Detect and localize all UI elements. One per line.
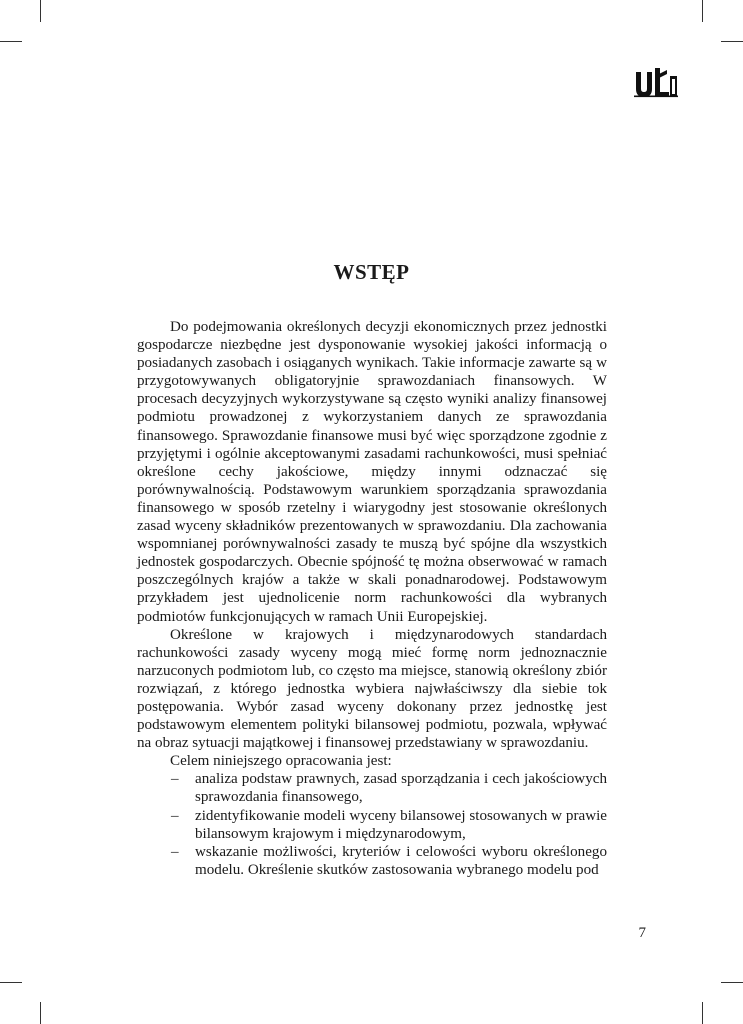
paragraph: Określone w krajowych i międzynarodowych standardach rachunkowości zasady wyceny mogą mieć formę norm jednoznacznie narzuconych podmiotom lub, co często ma miejsce, stanowią określony zbiór rozwiązań, z którego jednostka wybiera najwłaściwszy dla siebie tok postępowania. Wybór zasad wyceny dokonany przez jednostkę jest podstawowym elementem polityki bilansowej podmiotu, pozwala, wpływać na obraz sytuacji majątkowej i finansowej przedstawiany w sprawozdaniu. [137,626,607,752]
list-marker: – [171,843,179,860]
list-marker: – [171,807,179,824]
crop-mark-top-right-h [721,41,743,42]
list-item-text: wskazanie możliwości, kryteriów i celowości wyboru określonego modelu. Określenie skutków zastosowania wybranego modelu pod [195,843,607,878]
page-number: 7 [638,925,646,941]
list-item [137,843,607,879]
list-item-text: analiza podstaw prawnych, zasad sporządzania i cech jakościowych sprawozdania finansowego, [195,771,607,806]
crop-mark-top-left-h [0,41,22,42]
list-marker: – [171,771,179,788]
body-text [137,318,607,879]
objectives-list [137,770,607,879]
list-item [137,807,607,843]
crop-mark-bottom-right-h [721,982,743,983]
paragraph: Do podejmowania określonych decyzji ekonomicznych przez jednostki gospodarcze niezbędne jest dysponowanie wysokiej jakości informacją o posiadanych zasobach i osiąganych wynikach. Takie informacje zawarte są w przygotowywanych obligatoryjnie sprawozdaniach finansowych. W procesach decyzyjnych wykorzystywane są często wyniki analizy finansowej podmiotu prowadzonej z wykorzystaniem danych ze sprawozdania finansowego. Sprawozdanie finansowe musi być więc sporządzone zgodnie z przyjętymi i ogólnie akceptowanymi zasadami rachunkowości, musi spełniać określone cechy jakościowe, między innymi odznaczać się porównywalnością. Podstawowym warunkiem sporządzania sprawozdania finansowego w sposób rzetelny i wiarygodny jest stosowanie określonych zasad wyceny składników prezentowanych w sprawozdaniu. Dla zachowania wspomnianej porównywalności zasady te muszą być spójne dla wszystkich jednostek gospodarczych. Obecnie spójność tę można obserwować w ramach poszczególnych krajów a także w skali ponadnarodowej. Podstawowym przykładem jest ujednolicenie norm rachunkowości dla wybranych podmiotów funkcjonujących w ramach Unii Europejskiej. [137,319,607,625]
crop-mark-top-left-v [40,0,41,22]
paragraph: Celem niniejszego opracowania jest: [170,753,392,770]
crop-mark-top-right-v [702,0,703,22]
crop-mark-bottom-left-v [40,1002,41,1024]
list-item [137,770,607,806]
crop-mark-bottom-left-h [0,982,22,983]
list-item-text: zidentyfikowanie modeli wyceny bilansowej stosowanych w prawie bilansowym krajowym i międzynarodowym, [195,807,607,842]
crop-mark-bottom-right-v [702,1002,703,1024]
page-title: WSTĘP [333,260,410,284]
publisher-logo-icon [634,66,678,98]
